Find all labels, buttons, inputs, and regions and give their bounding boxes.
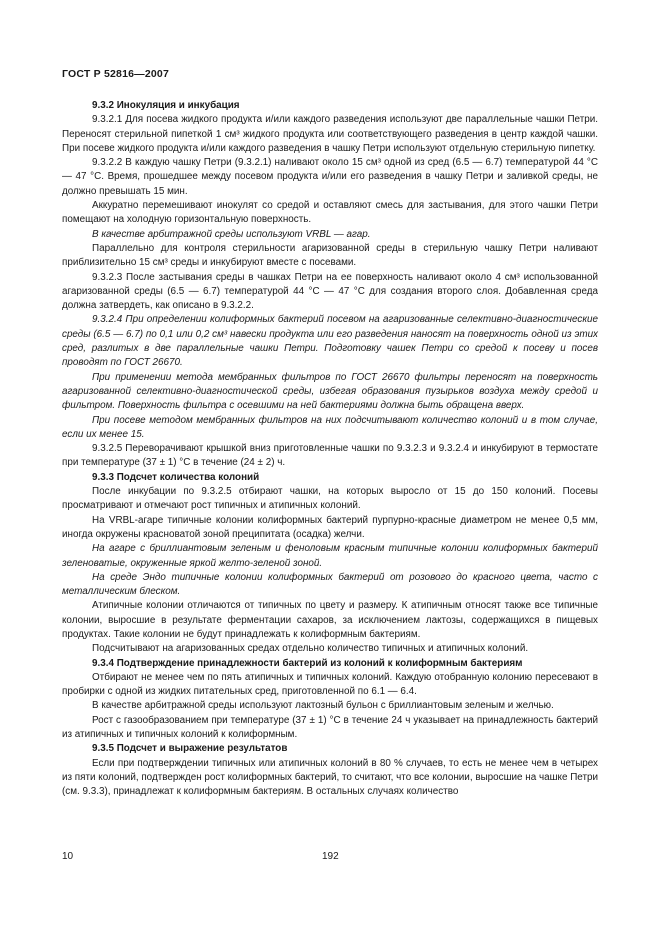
- paragraph-9-3-2-1: 9.3.2.1 Для посева жидкого продукта и/или каждого разведения используют две параллельные чашки Петри. Переносят стерильной пипеткой 1 см³ жидкого продукта или соответствующего разведения в центр каждой чашки. При посеве жидкого продукта и/или каждого разведения в чашку Петри используют отдельную стерильную пипетку.: [62, 114, 598, 154]
- paragraph-brilliant-green-agar: На агаре с бриллиантовым зеленым и феноловым красным типичные колонии колиформных бактерий зеленоватые, окруженные яркой желто-зеленой зоной.: [62, 543, 598, 569]
- paragraph-membrane-filters: При применении метода мембранных фильтров по ГОСТ 26670 фильтры переносят на поверхность агаризованной селективно-диагностической среды, избегая образования пузырьков воздуха между средой и фильтром. Поверхность фильтра с осевшими на ней бактериями должна быть обращена вверх.: [62, 371, 598, 412]
- paragraph-endo-medium: На среде Эндо типичные колонии колиформных бактерий от розового до красного цвета, часто с металлическим блеском.: [62, 571, 598, 598]
- paragraph-after-incubation: После инкубации по 9.3.2.5 отбирают чашки, на которых выросло от 15 до 150 колоний. Посевы просматривают и отмечают рост типичных и атипичных колоний.: [62, 486, 598, 512]
- paragraph-mixing: Аккуратно перемешивают инокулят со средой и оставляют смесь для застывания, для этого чашки Петри помещают на холодную горизонтальную поверхность.: [62, 200, 598, 226]
- heading-9-3-5: 9.3.5 Подсчет и выражение результатов: [92, 743, 288, 755]
- page-number-global: 192: [322, 851, 339, 862]
- paragraph-9-3-2-3: 9.3.2.3 После застывания среды в чашках Петри на ее поверхность наливают около 4 см³ использованной агаризованной среды (6.5 — 6.7) температурой 44 °С — 47 °С для создания второго слоя. Добавленная среда должна затвердеть, как описано в 9.3.2.2.: [62, 271, 598, 312]
- paragraph-sterility-control: Параллельно для контроля стерильности агаризованной среды в стерильную чашку Петри наливают приблизительно 15 см³ среды и инкубируют вместе с посевами.: [62, 242, 598, 269]
- document-body: [62, 99, 598, 800]
- paragraph-atypical-colonies: Атипичные колонии отличаются от типичных по цвету и размеру. К атипичным относят также все типичные колонии, выросшие в результате ферментации сахаров, за исключением лактозы, содержащихся в пищевых продуктах. Такие колонии не будут принадлежать к колиформным бактериям.: [62, 600, 598, 640]
- heading-9-3-3: 9.3.3 Подсчет количества колоний: [92, 471, 260, 483]
- paragraph-arbitration-broth: В качестве арбитражной среды используют лактозный бульон с бриллиантовым зеленым и желчью.: [92, 700, 554, 712]
- paragraph-count-separately: Подсчитывают на агаризованных средах отдельно количество типичных и атипичных колоний.: [92, 643, 529, 655]
- page-number-local: 10: [62, 851, 74, 862]
- paragraph-arbitration-medium: В качестве арбитражной среды используют VRBL — агар.: [92, 228, 371, 240]
- paragraph-membrane-count: При посеве методом мембранных фильтров на них подсчитывают количество колоний и в том случае, если их менее 15.: [62, 414, 598, 440]
- heading-9-3-2: 9.3.2 Инокуляция и инкубация: [92, 100, 240, 111]
- paragraph-gas-formation: Рост с газообразованием при температуре (37 ± 1) °С в течение 24 ч указывает на принадлежность бактерий из атипичных и типичных колоний к колиформным.: [62, 714, 598, 741]
- paragraph-9-3-2-5: 9.3.2.5 Переворачивают крышкой вниз приготовленные чашки по 9.3.2.3 и 9.3.2.4 и инкубируют в термостате при температуре (37 ± 1) °С в течение (24 ± 2) ч.: [62, 443, 598, 469]
- paragraph-9-3-2-2: 9.3.2.2 В каждую чашку Петри (9.3.2.1) наливают около 15 см³ одной из сред (6.5 — 6.7) температурой 44 °С — 47 °С. Время, прошедшее между посевом продукта и/или его разведения в чашку Петри и заливкой среды, не должно превышать 15 мин.: [62, 157, 598, 197]
- document-code-header: ГОСТ Р 52816—2007: [62, 68, 170, 80]
- paragraph-vrbl-agar: На VRBL-агаре типичные колонии колиформных бактерий пурпурно-красные диаметром не менее 0,5 мм, иногда окружены красноватой зоной преципитата (осадка) желчи.: [62, 514, 598, 540]
- heading-9-3-4: 9.3.4 Подтверждение принадлежности бактерий из колоний к колиформным бактериям: [92, 657, 523, 669]
- paragraph-select-colonies: Отбирают не менее чем по пять атипичных и типичных колоний. Каждую отобранную колонию пересевают в пробирки с одной из жидких питательных сред, приготовленной по 6.1 — 6.4.: [62, 671, 598, 698]
- paragraph-results: Если при подтверждении типичных или атипичных колоний в 80 % случаев, то есть не менее чем в четырех из пяти колоний, подтвержден рост колиформных бактерий, то считают, что все колонии, выросшие на чашке Петри (см. 9.3.3), принадлежат к колиформным бактериям. В остальных случаях количество: [62, 757, 598, 798]
- paragraph-9-3-2-4: 9.3.2.4 При определении колиформных бактерий посевом на агаризованные селективно-диагностические среды (6.5 — 6.7) по 0,1 или 0,2 см³ навески продукта или его разведения наносят на поверхность одной из этих сред, разлитых в две параллельные чашки Петри. Подготовку чашек Петри со средой к посеву и посев проводят по ГОСТ 26670.: [62, 314, 598, 369]
